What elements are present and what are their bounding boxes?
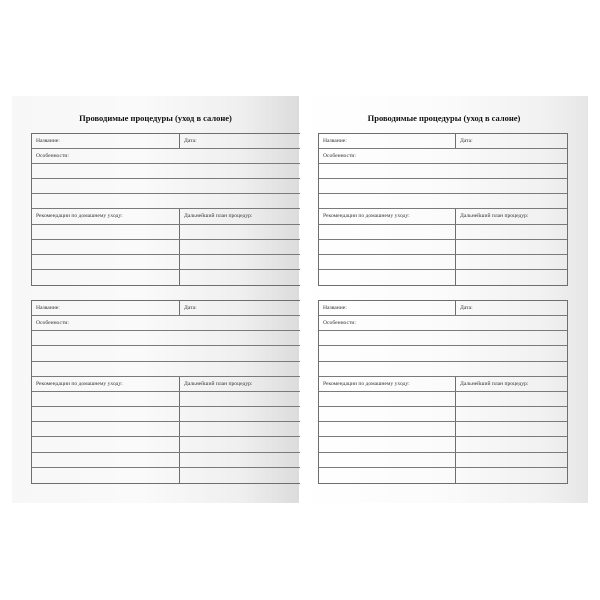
name-field[interactable]: Название: bbox=[319, 134, 456, 148]
recommendations-blank-row bbox=[32, 453, 300, 468]
plan-blank-line[interactable] bbox=[180, 255, 300, 269]
plan-label: Дальнейший план процедур: bbox=[460, 380, 529, 387]
plan-blank-line[interactable] bbox=[180, 392, 300, 406]
plan-blank-line[interactable] bbox=[456, 422, 567, 436]
features-blank-line[interactable] bbox=[32, 346, 300, 360]
recommendations-blank-line[interactable] bbox=[319, 225, 456, 239]
plan-blank-line[interactable] bbox=[180, 240, 300, 254]
features-row bbox=[319, 149, 567, 164]
date-field[interactable]: Дата: bbox=[184, 138, 197, 144]
features-blank-line[interactable] bbox=[319, 362, 567, 376]
recommendations-blank-line[interactable] bbox=[32, 270, 180, 285]
features-blank-row bbox=[32, 194, 300, 209]
recommendations-header-row bbox=[319, 377, 567, 392]
name-field[interactable]: Название: bbox=[32, 134, 180, 148]
features-field[interactable]: Особенности: bbox=[36, 153, 69, 160]
recommendations-blank-line[interactable] bbox=[32, 407, 180, 421]
recommendations-blank-line[interactable] bbox=[32, 437, 180, 451]
recommendations-blank-row bbox=[319, 240, 567, 255]
features-blank-row bbox=[319, 331, 567, 346]
plan-blank-line[interactable] bbox=[456, 468, 567, 483]
left-page bbox=[12, 96, 299, 503]
recommendations-blank-row bbox=[32, 392, 300, 407]
plan-blank-line[interactable] bbox=[456, 270, 567, 285]
recommendations-label: Рекомендации по домашнему уходу: bbox=[32, 377, 180, 391]
recommendations-header-row bbox=[319, 209, 567, 224]
name-field[interactable]: Название: bbox=[319, 301, 456, 315]
recommendations-blank-row bbox=[319, 392, 567, 407]
procedure-form bbox=[318, 300, 568, 484]
plan-blank-line[interactable] bbox=[456, 392, 567, 406]
recommendations-blank-row bbox=[319, 422, 567, 437]
plan-blank-line[interactable] bbox=[180, 407, 300, 421]
name-date-row bbox=[319, 301, 567, 316]
features-blank-row bbox=[319, 346, 567, 361]
features-blank-line[interactable] bbox=[319, 346, 567, 360]
recommendations-blank-row bbox=[32, 240, 300, 255]
features-blank-line[interactable] bbox=[319, 194, 567, 208]
features-blank-row bbox=[319, 362, 567, 377]
recommendations-blank-line[interactable] bbox=[319, 437, 456, 451]
name-date-row bbox=[319, 134, 567, 149]
page-title: Проводимые процедуры (уход в салоне) bbox=[367, 113, 521, 123]
recommendations-header-row bbox=[32, 377, 300, 392]
plan-blank-line[interactable] bbox=[456, 407, 567, 421]
plan-blank-line[interactable] bbox=[456, 453, 567, 467]
recommendations-blank-line[interactable] bbox=[32, 422, 180, 436]
plan-blank-line[interactable] bbox=[180, 225, 300, 239]
recommendations-label: Рекомендации по домашнему уходу: bbox=[319, 209, 456, 223]
recommendations-header-row bbox=[32, 209, 300, 224]
recommendations-blank-row bbox=[319, 437, 567, 452]
date-field[interactable]: Дата: bbox=[460, 305, 473, 311]
date-field[interactable]: Дата: bbox=[460, 138, 473, 144]
name-date-row bbox=[32, 134, 300, 149]
recommendations-blank-row bbox=[319, 270, 567, 285]
recommendations-blank-line[interactable] bbox=[319, 255, 456, 269]
features-blank-row bbox=[32, 346, 300, 361]
features-blank-line[interactable] bbox=[319, 164, 567, 178]
features-blank-row bbox=[32, 164, 300, 179]
recommendations-blank-line[interactable] bbox=[32, 453, 180, 467]
recommendations-blank-line[interactable] bbox=[319, 270, 456, 285]
features-blank-line[interactable] bbox=[32, 164, 300, 178]
features-blank-line[interactable] bbox=[32, 362, 300, 376]
procedure-form bbox=[31, 133, 301, 286]
name-field[interactable]: Название: bbox=[32, 301, 180, 315]
features-row bbox=[32, 316, 300, 331]
plan-blank-line[interactable] bbox=[456, 255, 567, 269]
plan-blank-line[interactable] bbox=[456, 225, 567, 239]
plan-label: Дальнейший план процедур: bbox=[184, 380, 253, 387]
recommendations-blank-line[interactable] bbox=[319, 392, 456, 406]
plan-blank-line[interactable] bbox=[180, 437, 300, 451]
recommendations-blank-row bbox=[32, 270, 300, 285]
plan-blank-line[interactable] bbox=[456, 240, 567, 254]
features-blank-row bbox=[32, 331, 300, 346]
recommendations-label: Рекомендации по домашнему уходу: bbox=[32, 209, 180, 223]
right-page bbox=[300, 96, 588, 503]
features-blank-line[interactable] bbox=[319, 179, 567, 193]
recommendations-blank-row bbox=[319, 453, 567, 468]
recommendations-blank-row bbox=[32, 437, 300, 452]
recommendations-blank-row bbox=[32, 422, 300, 437]
recommendations-blank-row bbox=[319, 468, 567, 483]
procedure-form bbox=[31, 300, 301, 484]
features-field[interactable]: Особенности: bbox=[36, 320, 69, 327]
recommendations-blank-line[interactable] bbox=[319, 453, 456, 467]
plan-label: Дальнейший план процедур: bbox=[184, 213, 253, 220]
recommendations-blank-line[interactable] bbox=[319, 240, 456, 254]
features-blank-line[interactable] bbox=[32, 331, 300, 345]
features-blank-line[interactable] bbox=[32, 179, 300, 193]
features-blank-row bbox=[319, 179, 567, 194]
recommendations-blank-line[interactable] bbox=[319, 407, 456, 421]
name-date-row bbox=[32, 301, 300, 316]
recommendations-blank-row bbox=[32, 468, 300, 483]
recommendations-blank-line[interactable] bbox=[32, 225, 180, 239]
plan-label: Дальнейший план процедур: bbox=[460, 213, 529, 220]
page-title: Проводимые процедуры (уход в салоне) bbox=[79, 113, 232, 123]
date-field[interactable]: Дата: bbox=[184, 305, 197, 311]
features-blank-line[interactable] bbox=[319, 331, 567, 345]
procedure-form bbox=[318, 133, 568, 286]
recommendations-blank-row bbox=[319, 255, 567, 270]
features-row bbox=[319, 316, 567, 331]
features-row bbox=[32, 149, 300, 164]
plan-blank-line[interactable] bbox=[180, 270, 300, 285]
features-field[interactable]: Особенности: bbox=[323, 320, 356, 327]
features-blank-row bbox=[319, 194, 567, 209]
recommendations-blank-line[interactable] bbox=[32, 392, 180, 406]
features-blank-line[interactable] bbox=[32, 194, 300, 208]
recommendations-blank-row bbox=[319, 407, 567, 422]
recommendations-blank-line[interactable] bbox=[32, 240, 180, 254]
features-blank-row bbox=[319, 164, 567, 179]
plan-blank-line[interactable] bbox=[180, 453, 300, 467]
features-blank-row bbox=[32, 179, 300, 194]
recommendations-blank-row bbox=[319, 225, 567, 240]
recommendations-blank-row bbox=[32, 407, 300, 422]
recommendations-blank-line[interactable] bbox=[319, 422, 456, 436]
plan-blank-line[interactable] bbox=[180, 468, 300, 483]
recommendations-blank-line[interactable] bbox=[32, 255, 180, 269]
plan-blank-line[interactable] bbox=[456, 437, 567, 451]
plan-blank-line[interactable] bbox=[180, 422, 300, 436]
recommendations-blank-line[interactable] bbox=[32, 468, 180, 483]
recommendations-blank-line[interactable] bbox=[319, 468, 456, 483]
recommendations-blank-row bbox=[32, 225, 300, 240]
recommendations-label: Рекомендации по домашнему уходу: bbox=[319, 377, 456, 391]
recommendations-blank-row bbox=[32, 255, 300, 270]
features-field[interactable]: Особенности: bbox=[323, 153, 356, 160]
features-blank-row bbox=[32, 362, 300, 377]
